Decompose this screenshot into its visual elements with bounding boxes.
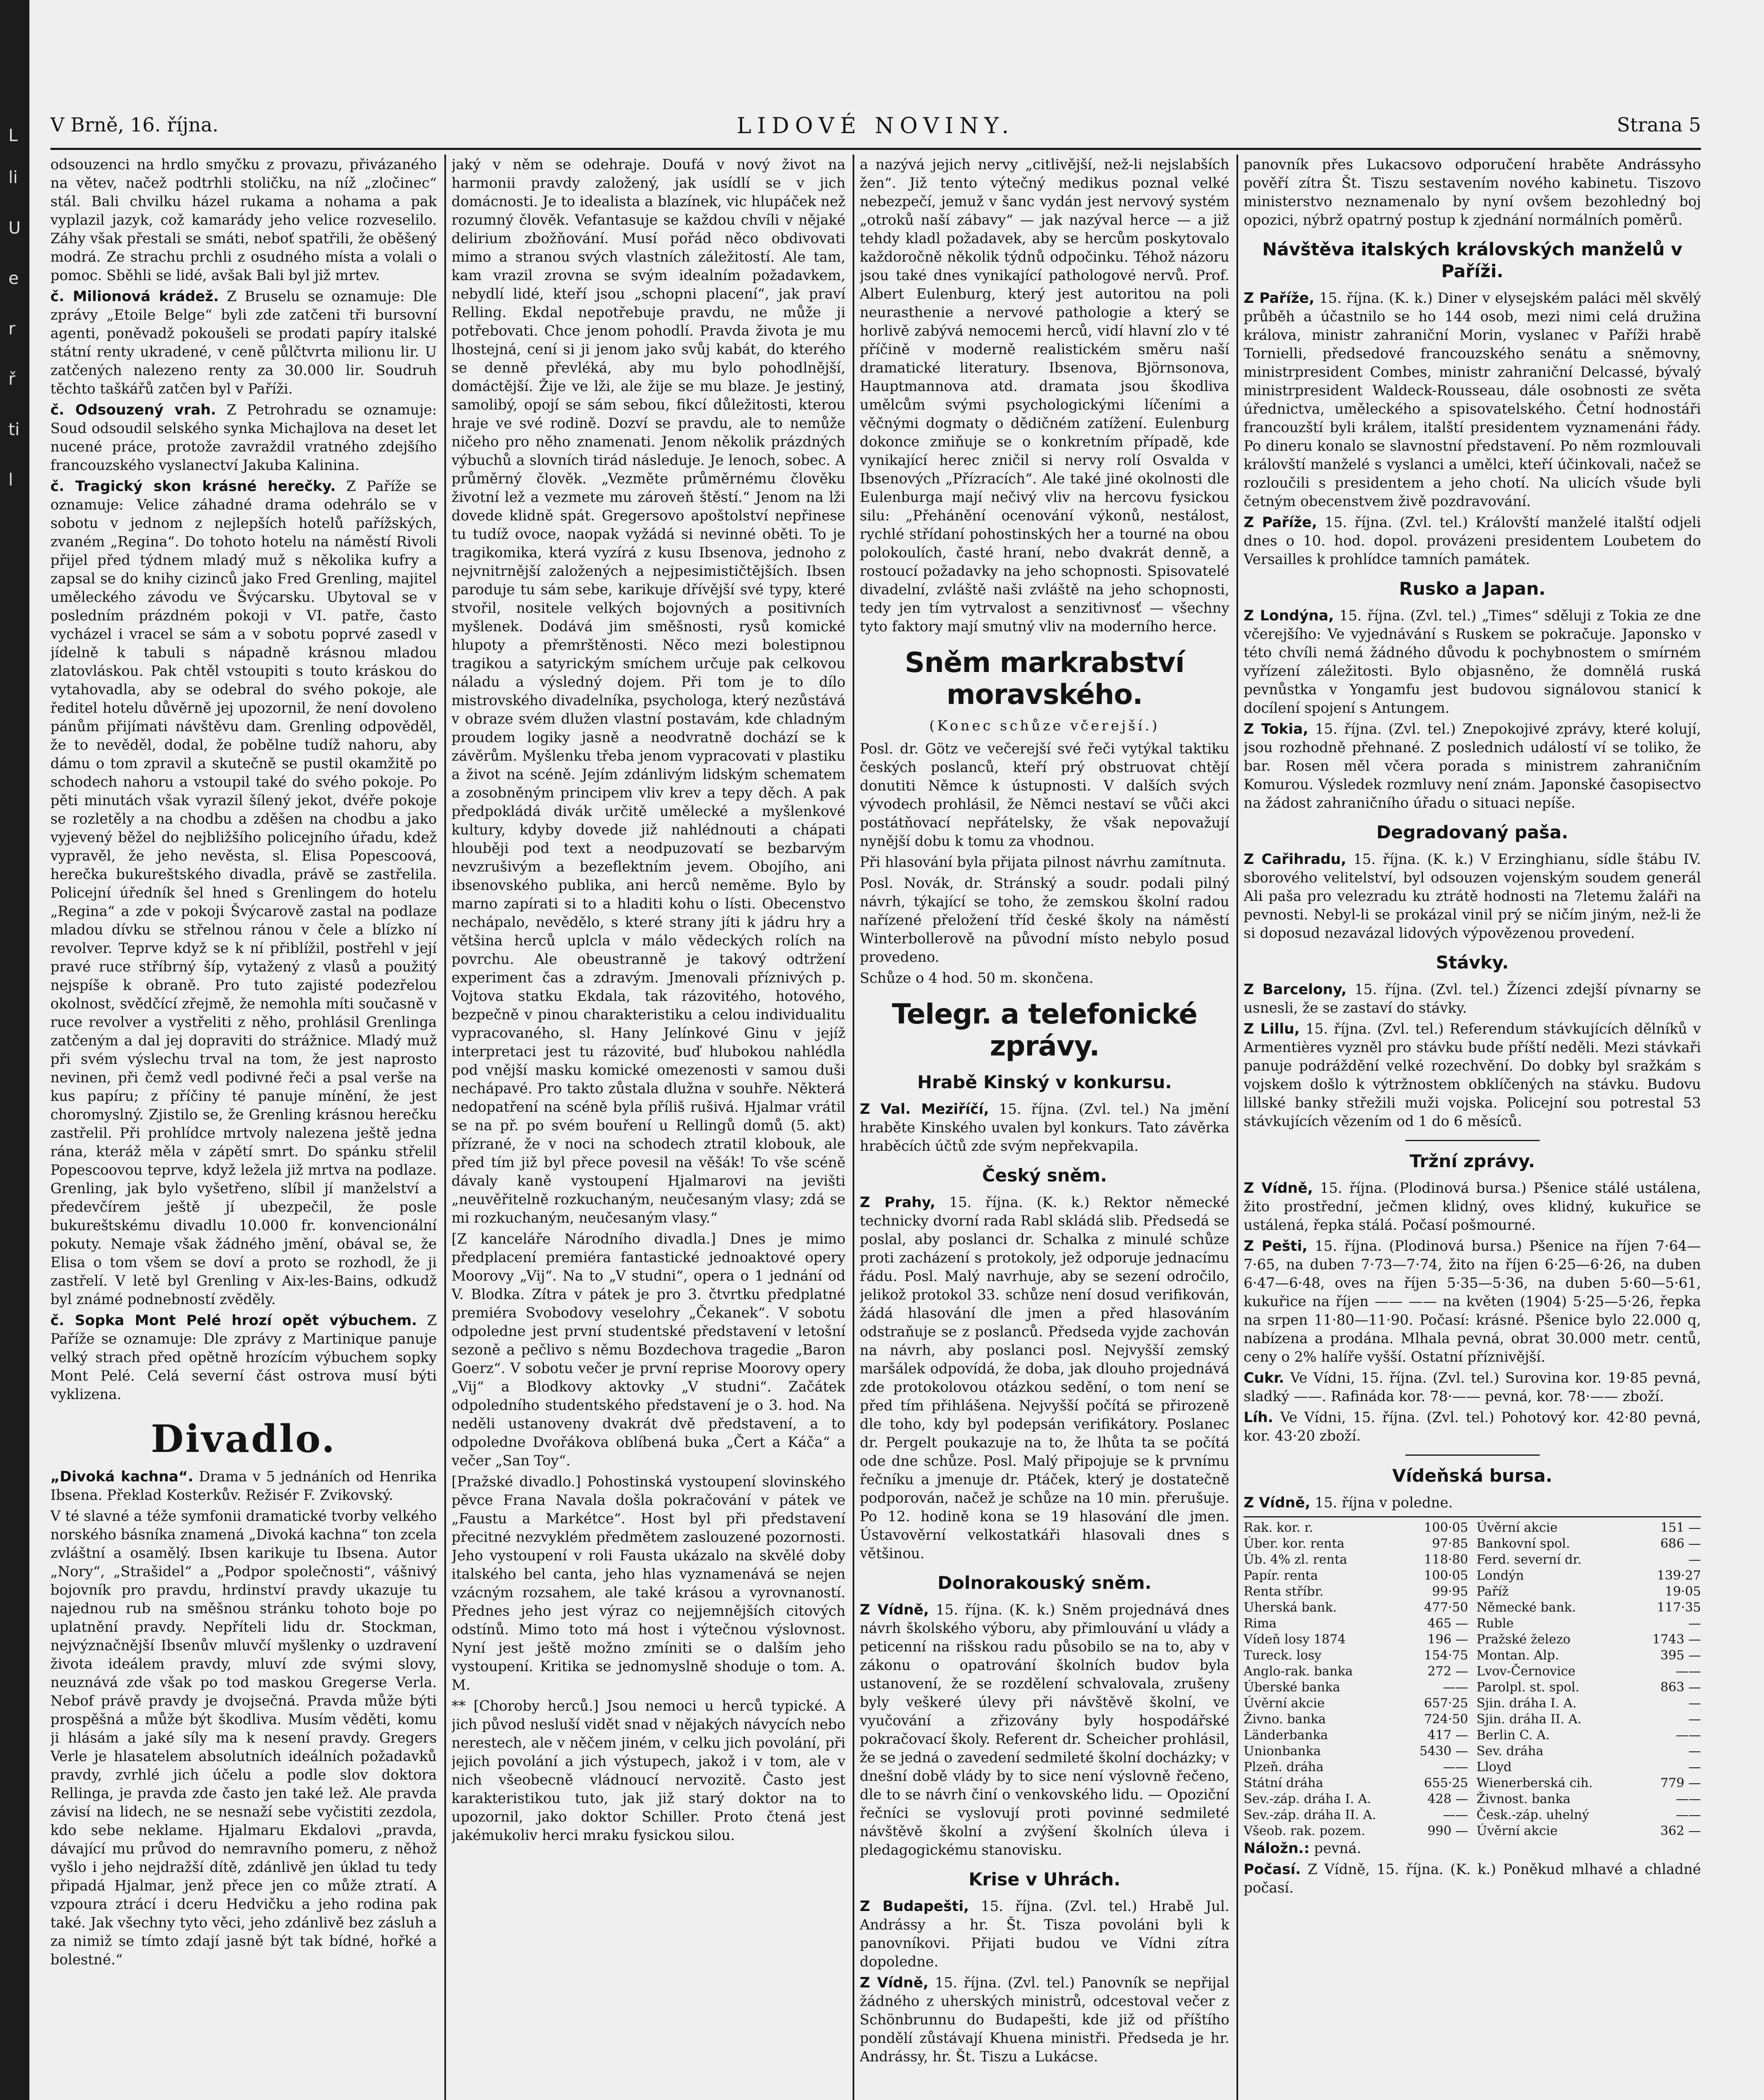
quote-value: 139·27: [1657, 1568, 1701, 1583]
section-heading: Tržní zprávy.: [1410, 1151, 1535, 1171]
article-text: 15. října. (Zvl. tel.) Na jmění hraběte Kinského uvalen byl konkurs. Tato závěrka hraběcích účtů zde svým nepřekvapila.: [860, 1101, 1229, 1154]
article-paragraph: [860, 740, 1229, 850]
scan-edge-strip: [0, 0, 29, 2100]
article-text: Drama v 5 jednáních od Henrika Ibsena. Překlad Kosterkův. Režisér F. Zvikovský.: [50, 1468, 437, 1503]
quote-name: Česk.-záp. uhelný: [1476, 1808, 1589, 1822]
article-lead: Z Paříže,: [1244, 290, 1315, 307]
article-paragraph: [1244, 606, 1701, 717]
table-gap: [1468, 1632, 1477, 1648]
quote-value: 428 —: [1427, 1792, 1468, 1806]
article-paragraph: [452, 1697, 845, 1845]
quote-value: ——: [1443, 1760, 1468, 1774]
edge-fragment-text: L: [8, 126, 18, 145]
column-divider: [1236, 155, 1238, 2100]
article-paragraph: [1244, 155, 1701, 229]
quote-name: Německé bank.: [1476, 1600, 1576, 1615]
quote-value: 154·75: [1424, 1648, 1468, 1663]
article-text: Ve Vídni, 15. října. (Zvl. tel.) Pohotový kor. 42·80 pevná, kor. 43·20 zboží.: [1244, 1409, 1701, 1444]
article-lead: Z Cařihradu,: [1244, 851, 1347, 868]
table-gap: [1468, 1616, 1477, 1632]
article-text: Posl. Novák, dr. Stránský a soudr. podali pilný návrh, týkající se toho, že zemskou školní radou nařízené přeložení tříd české školy na náměstí Winterbollerově na původní místo nebylo posud provedeno.: [860, 875, 1229, 965]
quote-name: Londýn: [1476, 1568, 1524, 1583]
article-paragraph: [50, 155, 437, 285]
article-paragraph: [1244, 1179, 1701, 1234]
section-divider: [1405, 1454, 1540, 1456]
quote-name: Pražské železo: [1476, 1632, 1571, 1647]
article-text: 15. října. (Zvl. tel.) Panovník se nepřijal žádného z uherských ministrů, odcestoval večer z Schönbrunnu do Budapešti, kde již od příštího pondělí zůstávají Khuena ministři. Předseda je hr. Andrássy, hr. Št. Tiszu a Lukácse.: [860, 1974, 1229, 2065]
quote-value: 724·50: [1424, 1712, 1468, 1727]
edge-fragment-text: li: [8, 168, 18, 187]
article-paragraph: [860, 155, 1229, 636]
edge-fragment-text: e: [8, 269, 19, 288]
table-gap: [1468, 1743, 1477, 1759]
article-text: V té slavné a téže symfonii dramatické tvorby velkého norského básníka znamená „Divoká kachna“ ton zcela zvláštní a osamělý. Ibsen karikuje tu Ibsena. Autor „Nory“, „Strašidel“ a „Podpor společnosti“, vášnivý bojovník pro pravdu, hrdinství pravdy ukazuje tu najednou rub na směšnou stránku tohoto boje po uplatnění pravdy. Nepříteli lidu dr. Stockman, nejvýznačnější Ibsenův mluvčí myšlenky o uzdravení života ideálem pravdy, mluví zde svými slovy, neuznává zde však po tod maskou Gregerse Verla. Nebof právě pravdy je dvojsečná. Pravda může býti prospěšná a může být škodliva. Musím věděti, komu ji hlásám a jaké síly ma k nesení pravdy. Gregers Verle je hlasatelem absolutních ideálních požadavků pravdy, zvrhlé jich účelu a podle slov doktora Rellinga, je pravda zde často jen také lež. Ale pravda závisí na lidech, ne se nesnaží sebe vyčistiti zezdola, kdo sebe neklame. Hjalmaru Ekdalovi „pravda, dávající mu průvod do nemravního pomeru, z něhož vyšlo i jeho nejdražší dítě, zdánlivě jen úklad tu tedy připadá Hjalmar, jenž přece jen co může ztratí. A vzpoura ztrácí i dceru Hedvičku a jeho rodina pak také. Jak všechny tyto věci, jeho zdánlivě bez zásluh a za nimiž se tímto zdají jasně být tak bídné, hořké a bolestné.“: [50, 1508, 437, 1968]
table-row: [1244, 1568, 1701, 1584]
article-lead: Z Lillu,: [1244, 1021, 1300, 1037]
quote-value: —: [1688, 1696, 1701, 1711]
quote-value: 196 —: [1427, 1632, 1468, 1647]
table-row: [1244, 1791, 1701, 1807]
article-lead: č. Sopka Mont Pelé hrozí opět výbuchem.: [50, 1312, 417, 1329]
masthead-title: LIDOVÉ NOVINY.: [737, 113, 1015, 139]
quote-value: ——: [1676, 1792, 1701, 1806]
table-gap: [1468, 1568, 1477, 1584]
quote-value: 655·25: [1424, 1776, 1468, 1790]
quote-name: Úberské banka: [1244, 1680, 1340, 1695]
article-lead: Z Vídně,: [860, 1601, 929, 1618]
quote-name: Ferd. severní dr.: [1476, 1552, 1582, 1567]
quote-name: Renta stříbr.: [1244, 1584, 1324, 1599]
article-lead: Líh.: [1244, 1409, 1273, 1426]
quote-value: 151 —: [1660, 1520, 1701, 1535]
article-text: [Pražské divadlo.] Pohostinská vystoupení slovinského pěvce Frana Navala došla pokračování v pátek ve „Faustu a Markétce“. Host byl při představení přecitné nezvyklém předmětem zaslouzené pozornosti. Jeho vystoupení v roli Fausta ukázalo na skvělé doby italského bel canta, jeho hlas vyznamenává se nejen vzácným rozsahem, ale také krásou a vyrovnaností. Přednes jeho jest výraz co nejjemnějších citových odstínů. Mimo toto má host i výtečnou výslovnost. Nyní jest ještě možno zmíniti se o dalším jeho vystoupení. Kritika se jednomyslně shoduje o tom. A. M.: [452, 1473, 845, 1693]
section-heading: Rusko a Japan.: [1399, 578, 1546, 599]
major-section-heading: Sněm markrabství moravského.: [905, 646, 1184, 711]
article-paragraph: [860, 969, 1229, 987]
article-paragraph: [1244, 289, 1701, 511]
article-text: panovník přes Lukacsovo odporučení hraběte Andrássyho pověří zítra Št. Tiszu sestavením nového kabinetu. Tiszovo ministerstvo neznamenalo by nyní ovšem bezohledný boj opozici, nýbrž opatrný postup k zjednání normálních poměrů.: [1244, 156, 1701, 228]
quote-name: Paříž: [1476, 1584, 1509, 1599]
table-gap: [1468, 1552, 1477, 1568]
section-heading: Krise v Uhrách.: [969, 1869, 1121, 1890]
article-text: 15. října. (Zvl. tel.) Referendum stávkujících dělníků v Armentières vyzněl pro stávku bude příští neděli. Mezi stávkaři panuje podráždění velké rozechvění. Do dobky byl sražkám s vojskem došlo k výtržnostem obklíčených na stávku. Budovu lillské banky střežili muži vojska. Policejní sou potrestal 53 stávkujících vězením od 1 do 6 měsíců.: [1244, 1021, 1701, 1129]
quote-name: Úvěrní akcie: [1476, 1824, 1558, 1838]
quote-name: Unionbanka: [1244, 1744, 1321, 1759]
article-text: Z Paříže se oznamuje: Velice záhadné drama odehrálo se v sobotu v jednom z nejlepších hotelů pařížských, zvaném „Regina“. Do tohoto hotelu na náměstí Rivoli přijel před týdnem mladý muž s několika kufry a zapsal se do knihy cizinců jako Fred Grenling, majitel uměleckého závodu ve Švýcarsku. Ubytoval se v posledním prázdném pokoji v VI. patře, často vycházel i vracel se sám a v sobotu poprvé zasedl v jídelně k tabuli s nápadně krásnou mladou zlatovláskou. Pak chtěl vstoupiti s touto kráskou do vytahovadla, aby se odebral do svého pokoje, ale ředitel hotelu důvěrně jej upozornil, že není dovoleno pánům přijímati návštěvu dam. Grenling odpověděl, že to nevěděl, dodal, že pobělne tudíž nahoru, aby dámu o tom zpravil a skutečně se pustil okamžitě po schodech nahoru a vstoupil také do svého pokoje. Po pěti minutách však vyrazil šílený jekot, dvéře pokoje se rozletěly a na chodbu a zděšen na chodbu a jako vyjevený běžel do nejbližšího policejního úřadu, kdež vypravěl, že jeho nevěsta, sl. Elisa Popescoová, herečka bukureštského divadla, právě se zastřelila. Policejní úředník šel hned s Grenlingem do hotelu „Regina“ a zde v pokoji Švýcarově zastal na podlaze mladou dívku se střelnou ránou v čele a blízko ní revolver. Teprve když se k ní přiblížil, postřehl v její pravé ruce stříbrný šíp, vytažený z vlasů a použitý nejspíše k obraně. Pro tuto zajisté podezřelou okolnost, svědčící zřejmě, že nemohla míti současně v ruce revolver a vystřeliti z něho, prohlásil Grenlinga zatčeným a dal jej dopraviti do strážnice. Mladý muž při svém výslechu trval na tom, že jest naprosto nevinen, při čemž vedl podivné řeči a psal verše na kus papíru; z příčiny té panuje mínění, že jest choromyslný. Zjistilo se, že Grenling krásnou herečku zastřelil. Při prohlídce mrtvoly nalezena ještě jedna rána, kteráž měla v zápětí smrt. Do spánku střelil Popescoovou teprve, když ležela již mrtva na podlaze. Grenling, jak bylo vyšetřeno, slíbil jí manželství a předevčírem ještě jí ubezpečil, že posle bukureštskému divadlu 10.000 fr. konvencionální pokuty. Nemaje však žádného jmění, obával se, že Elisa o tom všem se doví a proto se rozhodl, že ji zastřelí. V letě byl Grenling v Aix-les-Bains, odkudž byl známé podnebností zvěděly.: [50, 478, 437, 1307]
table-row: [1244, 1520, 1701, 1536]
column-2: [452, 155, 845, 2100]
quote-name: Lvov-Černovice: [1476, 1664, 1576, 1679]
section-divider: [1405, 1140, 1540, 1141]
column-3: [860, 155, 1229, 2100]
table-row: [1244, 1648, 1701, 1664]
article-paragraph: [1244, 1494, 1701, 1512]
quote-value: —: [1688, 1712, 1701, 1727]
quote-value: 1743 —: [1652, 1632, 1701, 1647]
article-paragraph: [452, 155, 845, 1227]
table-row: [1244, 1616, 1701, 1632]
article-lead: Z Vídně,: [860, 1974, 929, 1991]
article-text: 15. října. (Plodinová bursa.) Pšenice na říjen 7·64—7·65, na duben 7·73—7·74, žito na říjen 6·25—6·26, na duben 6·47—6·48, oves na říjen 5·35—5·36, na duben 5·60—5·61, kukuřice na říjen —— —— na květen (1904) 5·25—5·26, řepka na srpen 11·80—11·90. Počasí: krásné. Pšenice bylo 22.000 q, nabízena a prodána. Mlhala pevná, obrat 30.000 metr. centů, ceny o 2% halíře vyšší. Ostatní příznivější.: [1244, 1238, 1701, 1365]
theatre-section-heading: Divadlo.: [151, 1417, 336, 1461]
table-gap: [1468, 1807, 1477, 1823]
quote-value: 990 —: [1427, 1824, 1468, 1838]
article-lead: Z Barcelony,: [1244, 981, 1347, 998]
article-paragraph: [1244, 850, 1701, 942]
table-gap: [1468, 1520, 1477, 1536]
quote-value: 779 —: [1660, 1776, 1701, 1790]
article-paragraph: [860, 874, 1229, 966]
quote-value: 97·85: [1432, 1536, 1468, 1551]
table-row: [1244, 1632, 1701, 1648]
table-gap: [1468, 1791, 1477, 1807]
section-heading: Vídeňská bursa.: [1392, 1465, 1553, 1486]
article-paragraph: [1244, 1369, 1701, 1406]
article-lead: Z Londýna,: [1244, 607, 1334, 624]
article-paragraph: [1244, 1408, 1701, 1445]
quote-name: Lloyd: [1476, 1760, 1512, 1774]
section-heading: Návštěva italských královských manželů v Paříži.: [1262, 239, 1683, 281]
article-lead: „Divoká kachna“.: [50, 1468, 194, 1485]
quote-name: Montan. Alp.: [1476, 1648, 1559, 1663]
article-lead: Z Pešti,: [1244, 1238, 1308, 1255]
article-text: 15. října v poledne.: [1315, 1494, 1453, 1511]
quote-value: —: [1688, 1616, 1701, 1631]
article-paragraph: [1244, 1839, 1701, 1858]
article-text: 15. října. (Zvl. tel.) Královští manželé italští odjeli dnes o 10. hod. dopol. provázeni presidentem Loubetem do Versailles k prohlídce tamních památek.: [1244, 514, 1701, 567]
quote-name: Wienerberská cih.: [1476, 1776, 1593, 1790]
quote-name: Úvěrní akcie: [1244, 1696, 1325, 1711]
quote-value: ——: [1676, 1664, 1701, 1679]
table-row: [1244, 1727, 1701, 1743]
article-paragraph: [860, 853, 1229, 872]
edge-fragment-text: ti: [8, 420, 20, 439]
article-text: Z Bruselu se oznamuje: Dle zprávy „Etoile Belge“ byli zde zatčeni tři bursovní agenti, poněvadž pokoušeli se prodati papíry italské státní renty ukradené, v ceně půlčtvrta milionu lir. U zatčených nalezeno renty za 30.000 lir. Soudruh těchto taškářů zatčen byl v Paříži.: [50, 288, 437, 397]
article-paragraph: [860, 1100, 1229, 1155]
quote-value: 417 —: [1427, 1728, 1468, 1743]
edge-fragment-text: l: [8, 470, 13, 490]
article-paragraph: [452, 1473, 845, 1694]
article-lead: Počasí.: [1244, 1861, 1301, 1878]
quote-value: 5430 —: [1419, 1744, 1468, 1759]
quote-name: Rima: [1244, 1616, 1277, 1631]
article-lead: Z Val. Meziříčí,: [860, 1101, 989, 1118]
article-text: pevná.: [1314, 1840, 1361, 1856]
masthead-page-number: Strana 5: [1617, 113, 1701, 136]
quote-value: —: [1688, 1760, 1701, 1774]
article-lead: Z Prahy,: [860, 1194, 936, 1211]
quote-name: Länderbanka: [1244, 1728, 1328, 1743]
quote-name: Parolpl. st. spol.: [1476, 1680, 1580, 1695]
quote-name: Rak. kor. r.: [1244, 1520, 1313, 1535]
article-lead: Z Tokia,: [1244, 721, 1309, 738]
quote-value: 117·35: [1657, 1600, 1701, 1615]
article-lead: Z Vídně,: [1244, 1494, 1310, 1511]
table-gap: [1468, 1584, 1477, 1600]
article-lead: Z Budapešti,: [860, 1898, 969, 1915]
table-row: [1244, 1775, 1701, 1791]
table-row: [1244, 1680, 1701, 1696]
article-lead: Náložn.:: [1244, 1840, 1310, 1857]
quote-value: 118·80: [1424, 1552, 1468, 1567]
article-text: Z Petrohradu se oznamuje: Soud odsoudil selského synka Michajlova na deset let nucené práce, protože zavraždil vratného zdejšího francouzského vyslanectví Jakuba Kalinina.: [50, 402, 437, 473]
article-lead: Cukr.: [1244, 1370, 1284, 1386]
quote-name: Sjin. dráha II. A.: [1476, 1712, 1582, 1727]
quote-name: Sjin. dráha I. A.: [1476, 1696, 1577, 1711]
quote-value: 863 —: [1660, 1680, 1701, 1695]
table-row: [1244, 1552, 1701, 1568]
section-subheading: (Konec schůze včerejší.): [929, 717, 1160, 734]
article-text: a nazývá jejich nervy „citlivější, než-li nejslabších žen“. Již tento výtečný medikus poznal velké nebezpečí, jemuž v šanc vydán jest nervový systém „otroků naší zábavy“ — jak nazýval herce — a již tehdy kladl požadavek, aby se hercům poskytovalo každoročně několik týdnů odpočinku. Téhož názoru jsou také dnes vynikající pathologové nervů. Prof. Albert Eulenburg, který jest autoritou na poli neurasthenie a nervové pathologie a který se horlivě zabývá nemocemi herců, vidí hlavní zlo v té příčině v moderně realistickém směru naší dramatické literatury. Ibsenova, Björnsonova, Hauptmannova atd. dramata jsou škodliva umělcům svými psychologickými líčeními a věčnými dogmaty o dědičném zatížení. Eulenburg dokonce zmiňuje se o konkretním případě, kde vynikající herec zničil si nervy rolí Osvalda v Ibsenových „Přízracích“. Ale také jiné okolnosti dle Eulenburga mají nečivý vliv na hercovu fysickou silu: „Přehánění ocenování výkonů, nestálost, rychlé střídaní pohostinských her a tourné na obou polokoulích, časté hraní, nebo dvakrát denně, a rostoucí požadavky na jeho schopnosti. Spisovatelé divadelní, zvláště naši zvláště na jeho schopnosti, tedy jen tím vytrvalost a senzitivnosť — všechny tyto faktory mají smutný vliv na moderního herce.: [860, 156, 1229, 635]
quote-name: Tureck. losy: [1244, 1648, 1322, 1663]
quote-name: Úb. 4% zl. renta: [1244, 1552, 1347, 1567]
quote-value: 477·50: [1424, 1600, 1468, 1615]
stock-exchange-table: [1244, 1516, 1701, 1839]
article-text: Z Paříže se oznamuje: Dle zprávy z Martinique panuje velký strach před opětně hrozícím výbuchem sopky Mont Pelé. Celá severní část ostrova musí býti vyklizena.: [50, 1312, 437, 1402]
quote-value: 100·05: [1424, 1568, 1468, 1583]
quote-value: ——: [1676, 1808, 1701, 1822]
table-gap: [1468, 1696, 1477, 1712]
article-paragraph: [860, 1193, 1229, 1563]
quote-value: 465 —: [1427, 1616, 1468, 1631]
section-heading: Český sněm.: [982, 1165, 1107, 1186]
article-lead: č. Milionová krádež.: [50, 288, 219, 305]
article-paragraph: [50, 1311, 437, 1404]
quote-name: Berlin C. A.: [1476, 1728, 1550, 1743]
table-gap: [1468, 1727, 1477, 1743]
quote-value: ——: [1676, 1728, 1701, 1743]
quote-name: Anglo-rak. banka: [1244, 1664, 1353, 1679]
section-heading: Dolnorakouský sněm.: [937, 1572, 1152, 1593]
article-text: Při hlasování byla přijata pilnost návrhu zamítnuta.: [860, 854, 1226, 870]
article-text: jaký v něm se odehraje. Doufá v nový život na harmonii pravdy založený, jak usídlí se v jich domácnosti. Je to idealista a blazínek, vic hlupáček než rozumný člověk. Vefantasuje se každou chvíli v nějaké delirium zbožňování. Musí pořád něco obdivovati mimo a stranou svých vlastních záležitostí. Ale tam, kam vrazil zrovna se svým idealním požadavkem, nebydlí lidé, kteří jsou „schopni placení“, jak praví Relling. Ekdal nepotřebuje pravdu, ne může ji potřebovati. Chce jenom pohodlí. Pravda života je mu lhostejná, cení si ji jenom jako svůj kabát, do kterého se denně převléká, aby mu bylo pohodlnější, domáctější. Žije ve lži, ale žije se mu blaze. Je jestiný, samolibý, opojí se sám sebou, fikcí důležitosti, kterou hraje ve své rodině. Dozví se pravdu, ale to nemůže ničeho pro něho znamenati. Jenom několik prázdných výbuchů a slovních tirád následuje. Je lenoch, sobec. A průměrný člověk. „Vezměte průměrnému člověku životní lež a vezmete mu zároveň štěstí.“ Jenom na lži dovede klidně spát. Gregersovo apoštolství nepřinese tu tudíž ovoce, naopak vyžádá si nevinné oběti. To je tragikomika, která vyzírá z kusu Ibsenova, jednoho z nejvnitrnější založených a nejpesimističtějších. Ibsen paroduje tu sám sebe, karikuje dřívější své typy, které stvořil, nositele velkých bojovných a positivních myšlenek. Dodává jim směšnosti, rysů komické hlupoty a přemrštěnosti. Něco mezi bolestipnou tragikou a satyrickým smíchem určuje pak celkovou náladu a výsledný dojem. Při tom je to dílo mistrovského divadelníka, psychologa, který nezůstává v obraze svém dlužen vlastní postavám, kde chladným proudem logiky jasně a neodvratně dochází se k závěrům. Myšlenku třeba jenom vypracovati v plastiku a život na scéně. Jejím zdánlivým lidským schematem a zosobněným principem vliv krev a tepy děch. A pak předpokládá divák určitě umělecké a myšlenkové kultury, kdyby dovede již nahlédnouti a chápati hlouběji pod text a neodpuzovatí se bezbarvým nevzrušivým a bezeflektním jevem. Obojího, ani ibsenovského publika, ani herců neměme. Bylo by marno zapírati si to a hladiti kohu o lísti. Obecenstvo nechápalo, nevědělo, s které strany jíti k jádru hry a většina herců uplcla v málo vědeckých rolích na povrchu. Ale obeustranně je takový odtržení experiment čas a zdravým. Jmenovali příznivých p. Vojtova statku Ekdala, tak rázovitého, hotového, bezpečně v pinou charakteristiku a celou individualitu vypracovaného, sl. Hany Jelínkové Ginu v jejíž interpretaci jest tu rázovité, buď hlubokou nahlédla pod vnější masku komické omezenosti v samou duši nechápavé. Pro takto zůstala dlužna v souhře. Některá nedopatření na scéně byla příliš rušivá. Hjalmar vrátil se na př. po svém bouření u Rellingů domů (5. akt) přízrané, že v noci na schodech ztratil klobouk, ale před tím již byl přece povesil na věšák! To vše scéně dávaly kaně vystoupení Hjalmarovi na jevišti „neuvěřitelně rozkuchaným, neučesaným vlasy; zdá se mi rozkuchaným, neučesaným vlasy.“: [452, 156, 845, 1226]
weather-report: [1244, 1860, 1701, 1897]
quote-value: 100·05: [1424, 1520, 1468, 1535]
quote-value: —: [1688, 1744, 1701, 1759]
article-text: Ve Vídni, 15. října. (Zvl. tel.) Surovina kor. 19·85 pevná, sladký ——. Rafináda kor. 78·—— pevná, kor. 78·—— zboží.: [1244, 1370, 1701, 1404]
column-4: [1244, 155, 1701, 2100]
article-lead: Z Vídně,: [1244, 1180, 1313, 1197]
article-lead: č. Tragický skon krásné herečky.: [50, 478, 336, 495]
quote-name: Všeob. rak. pozem.: [1244, 1824, 1365, 1838]
article-text: 15. října. (K. k.) Rektor německé technicky dvorní rada Rabl skládá slib. Předsedá se poslal, aby poslanci dr. Schalka z minulé schůze proti zacházení s protokoly, jež odporuje jednacímu řádu. Posl. Malý navrhuje, aby se sezení odročilo, jelikož protokol 33. schůze není dosud verifikován, žádá hlasování dle jmen a před hlasováním odstraňuje se z poslanců. Předseda vyjde zachován na návrh, aby poslanci posl. Nejvyšší zemský maršálek odpovídá, že doba, jak dlouho projednává zde protokolovou otázkou sedění, o tom není se před tím přihlášena. Nejvyšší počítá se přirozeně dle toho, kdy byl podepsán verifikátory. Poslanec dr. Pergelt poukazuje na to, že lhůta ta se počítá ode dne schůze. Posl. Malý připojuje se k prvnímu řečníku a jmenuje dr. Ptáček, který je dostatečně podporován, načež je schůze na 10 min. přerušuje. Po 12. hodině kona se 19 hlasování dle jmen. Ústavověrní velkostatkáři hlasovali dnes s většinou.: [860, 1194, 1229, 1562]
article-lead: č. Odsouzený vrah.: [50, 402, 216, 418]
table-gap: [1468, 1775, 1477, 1791]
table-row: [1244, 1743, 1701, 1759]
table-gap: [1468, 1759, 1477, 1775]
table-row: [1244, 1712, 1701, 1727]
table-gap: [1468, 1600, 1477, 1616]
quote-value: —: [1688, 1552, 1701, 1567]
quote-name: Vídeň losy 1874: [1244, 1632, 1346, 1647]
article-text: Schůze o 4 hod. 50 m. skončena.: [860, 970, 1094, 986]
table-row: [1244, 1696, 1701, 1712]
masthead-place-date: V Brně, 16. října.: [50, 113, 219, 136]
table-row: [1244, 1536, 1701, 1552]
article-text: 15. října. (Plodinová bursa.) Pšenice stálé ustálena, žito prostřední, ječmen klidný, oves klidný, kukuřice se ustálená, řepka stálá. Počasí pošmourné.: [1244, 1180, 1701, 1233]
article-text: Posl. dr. Götz ve večerejší své řeči vytýkal taktiku českých poslanců, kteří prý obstruovat chtějí donutiti Němce k ústupnosti. V dalších svých vývodech prohlásil, že Němci nestaví se vůči akci postátňovací nepřátelsky, že však nepovažují nynější dobu k tomu za vhodnou.: [860, 740, 1229, 849]
article-paragraph: [1244, 720, 1701, 812]
quote-value: ——: [1443, 1680, 1468, 1695]
quote-name: Státní dráha: [1244, 1776, 1323, 1790]
quote-name: Sev.-záp. dráha II. A.: [1244, 1808, 1376, 1822]
table-row: [1244, 1823, 1701, 1839]
section-heading: Hrabě Kinský v konkursu.: [917, 1072, 1172, 1092]
article-lead: Z Paříže,: [1244, 514, 1317, 531]
table-row: [1244, 1807, 1701, 1823]
article-paragraph: [50, 477, 437, 1309]
article-text: [Z kanceláře Národního divadla.] Dnes je mimo předplacení premiéra fantastické jednoaktové opery Moorovy „Vij“. Na to „V studni“, opera o 1 jednání od V. Blodka. Zítra v pátek je pro 3. čtvrtku předplatné premiéra Svobodovy veselohry „Čekanek“. V sobotu odpoledne jest první studentské představení v letošní sezoně a pečlivo s němu Bozdechova tragedie „Baron Goerz“. V sobotu večer je první reprise Moorovy opery „Vij“ a Blodkovy aktovky „V studni“. Začátek odpoledního studentského představení je o 3. hod. Na neděli ustanoveny dvakrát dvě představení, a to odpoledne Dvořákova oblíbená buka „Čert a Káča“ a večer „San Toy“.: [452, 1231, 845, 1469]
quote-value: 19·05: [1665, 1584, 1701, 1599]
quote-value: ——: [1443, 1808, 1468, 1822]
quote-value: 272 —: [1427, 1664, 1468, 1679]
quote-value: 657·25: [1424, 1696, 1468, 1711]
article-paragraph: [50, 1467, 437, 1504]
quote-name: Živno. banka: [1244, 1712, 1326, 1727]
quote-name: Papír. renta: [1244, 1568, 1318, 1583]
article-text: Z Vídně, 15. října. (K. k.) Poněkud mlhavé a chladné počasí.: [1244, 1861, 1701, 1896]
article-text: 15. října. (Zvl. tel.) Znepokojivé zprávy, které kolují, jsou rozhodně přehnané. Z poslednich událostí ví se toliko, že bar. Rosen měl včera porada s ministrem zahraničním Komurou. Výsledek rozmluvy není znám. Japonské časopisectvo na žádost zahraničního úřadu o situaci nepíše.: [1244, 721, 1701, 811]
quote-value: 99·95: [1432, 1584, 1468, 1599]
column-divider: [444, 155, 446, 2100]
article-paragraph: [860, 1601, 1229, 1859]
major-section-heading: Telegr. a telefonické zprávy.: [892, 998, 1197, 1062]
table-gap: [1468, 1823, 1477, 1839]
table-gap: [1468, 1648, 1477, 1664]
quote-name: Bankovní spol.: [1476, 1536, 1570, 1551]
article-paragraph: [50, 1507, 437, 1969]
table-row: [1244, 1600, 1701, 1616]
column-divider: [853, 155, 854, 2100]
article-paragraph: [860, 1974, 1229, 2066]
table-gap: [1468, 1536, 1477, 1552]
section-heading: Degradovaný paša.: [1376, 822, 1568, 843]
table-gap: [1468, 1680, 1477, 1696]
article-text: 15. října. (Zvl. tel.) „Times“ sděluji z Tokia ze dne včerejšího: Ve vyjednávání s Ruskem se pokračuje. Japonsko v této chvíli nemá žádného důvodu k pochybnostem o smírném vyřízení záležitosti. Bylo objasněno, že domnělá ruská pevnůstka v Yongamfu jest budovou signálovou stanicí k docílení spojení s Antungem.: [1244, 607, 1701, 716]
quote-name: Sev. dráha: [1476, 1744, 1544, 1759]
article-paragraph: [860, 1897, 1229, 1971]
quote-name: Ruble: [1476, 1616, 1514, 1631]
article-text: 15. října. (K. k.) Diner v elysejském paláci měl skvělý průběh a účastnilo se ho 144 osob, mezi nimi celá družina králova, ministr zahraniční Morin, vyslanec v Paříži hrabě Tornielli, předsedové francouzského senátu a sněmovny, ministrpresident Combes, ministr zahraniční Delcassé, bývalý ministrpresident Waldeck-Rousseau, dále osobnosti ze světa úřednictva, uměleckého a spisovatelského. Četní hodnostáři francouzští byli králem, italští presidentem vyznamenáni řády. Po dineru konalo se slavnostní představení. Po něm rozmlouvali královští manželé s vyslanci a umělci, kteří účinkovali, načež se rozloučili s presidentem a jeho chotí. Na ulicích všude byli četným obecenstvem živě pozdravování.: [1244, 290, 1701, 509]
edge-fragment-text: U: [8, 218, 21, 238]
quote-value: 686 —: [1660, 1536, 1701, 1551]
article-paragraph: [1244, 513, 1701, 569]
quote-value: 362 —: [1660, 1824, 1701, 1838]
column-1: [50, 155, 437, 2100]
article-paragraph: [1244, 1020, 1701, 1131]
masthead: [50, 113, 1701, 147]
masthead-rule: [50, 148, 1701, 150]
edge-fragment-text: ř: [8, 370, 16, 389]
section-heading: Stávky.: [1436, 952, 1509, 973]
article-paragraph: [452, 1230, 845, 1470]
article-paragraph: [50, 287, 437, 398]
article-paragraph: [1244, 980, 1701, 1017]
table-gap: [1468, 1664, 1477, 1680]
article-text: ** [Choroby herců.] Jsou nemoci u herců typické. A jich původ nesluší vidět snad v nějakých návycích nebo nerestech, ale v něčem jiném, v celku jich povolání, při jejich povolání a jich výstupech, jakož i v tom, ale v nich všeobecně vládnoucí nervozitě. Často jest karakteristikou tuto, jak již starý doktor na to upozornil, jako doktor Schiller. Proto čtená jest jakémukoliv herci mraku fysickou silou.: [452, 1698, 845, 1843]
quote-name: Živnost. banka: [1476, 1792, 1571, 1806]
edge-fragment-text: r: [8, 319, 16, 339]
article-paragraph: [1244, 1237, 1701, 1366]
quote-value: 395 —: [1660, 1648, 1701, 1663]
quote-name: Úvěrní akcie: [1476, 1520, 1558, 1535]
article-text: 15. října. (K. k.) V Erzinghianu, sídle štábu IV. sborového velitelství, byl odsouzen vojenským soudem generál Ali paša pro velezradu ku ztrátě hodnosti na 7letemu žaláři na pevnosti. Nebyl-li se prokázal vinil prý se ničím jiným, než-li že si doposud nezavázal lidových výpovězenou provedení.: [1244, 851, 1701, 941]
table-row: [1244, 1664, 1701, 1680]
table-gap: [1468, 1712, 1477, 1727]
article-text: 15. října. (Zvl. tel.) Žízenci zdejší pívnarny se usnesli, že se zastaví do stávky.: [1244, 981, 1701, 1016]
quote-name: Uherská bank.: [1244, 1600, 1337, 1615]
quote-name: Úber. kor. renta: [1244, 1536, 1345, 1551]
article-paragraph: [50, 401, 437, 475]
quote-name: Plzeň. dráha: [1244, 1760, 1324, 1774]
article-text: 15. října. (Zvl. tel.) Hrabě Jul. Andrássy a hr. Št. Tisza povoláni byli k panovníkovi. Přijati budou ve Vídni zítra dopoledne.: [860, 1898, 1229, 1970]
table-row: [1244, 1584, 1701, 1600]
table-row: [1244, 1759, 1701, 1775]
article-text: odsouzenci na hrdlo smyčku z provazu, přivázaného na větev, načež podtrhli stoličku, na níž „zločinec“ stál. Bali chvilku házel rukama a nohama a pak vyplazil jazyk, což kamarády jeho velice rozveselilo. Záhy však přestali se smáti, neboť spatřili, že oběšený modrá. Ze strachu prchli z osudného místa a volali o pomoc. Sběhli se lidé, avšak Bali byl již mrtev.: [50, 156, 437, 284]
quote-name: Sev.-záp. dráha I. A.: [1244, 1792, 1371, 1806]
article-text: 15. října. (K. k.) Sněm projednává dnes návrh školského výboru, aby přimlouvání u vlády a peticenní na rišskou radu působilo se na to, aby v zákonu o opatrování školních budov byla ustanovení, že se rozdělení schvalovala, zrušeny byly veškeré úlevy při návštěvě školní, ve vyučování a zřizovány byly hospodářské pokračovací školy. Referent dr. Scheicher prohlásil, že se jedná o zavedení sedmileté školní docházky; v dnešní době vlády by to sice není výslovně řečeno, dle to se návrh činí o venkovského lidu. — Opoziční řečníci se vyslovují proti povinné sedmileté návštěvě školní a zvýšení školních úleva i pledagogickému stanovisku.: [860, 1601, 1229, 1858]
